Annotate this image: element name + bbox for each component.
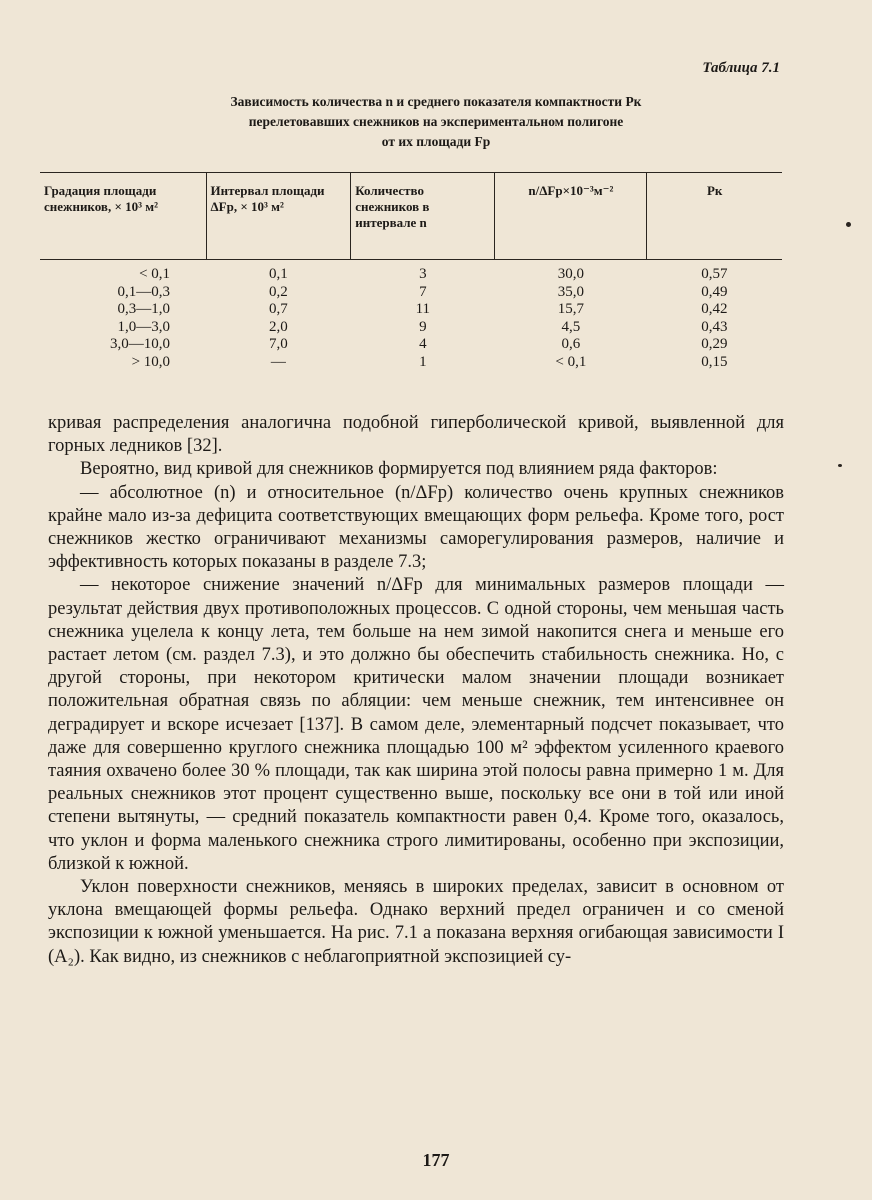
table-row (40, 336, 782, 354)
table-cell: < 0,1 (555, 353, 587, 370)
data-table (40, 172, 782, 371)
paragraph-slope: Уклон поверхности снежников, меняясь в широких пределах, зависит в основном от уклона вмещающей формы рельефа. Однако верхний предел ограничен и со сменой экспозиции к южной уменьшается. На рис. 7.1 а показана верхняя огибающая зависимости I (A₂). Как видно, из снежников с неблагоприятной экспозицией су- (48, 877, 784, 967)
table-row (40, 284, 782, 302)
table-cell: 15,7 (557, 301, 584, 317)
table-row (40, 260, 782, 284)
table-cell: 9 (419, 318, 427, 335)
table-cell: 0,57 (701, 266, 728, 282)
table-cell: 0,43 (701, 318, 728, 335)
header-count: Количество снежников в интервале n (351, 173, 495, 260)
body-text (48, 412, 784, 969)
header-area-gradation: Градация площади снежников, × 10³ м² (40, 173, 206, 260)
table-cell: 0,42 (701, 301, 728, 317)
header-density: n/ΔFp×10⁻³м⁻² (495, 173, 647, 260)
paragraph-factors-intro: Вероятно, вид кривой для снежников формируется под влиянием ряда факторов: (80, 459, 718, 480)
table-row (40, 301, 782, 319)
caption-line-1: Зависимость количества n и среднего показателя компактности Pк (230, 94, 642, 109)
header-area-interval: Интервал площади ΔFp, × 10³ м² (206, 173, 351, 260)
table-cell: 1 (419, 353, 427, 370)
table-cell: 0,2 (269, 283, 288, 300)
print-speck (846, 222, 851, 227)
table-cell: 1,0—3,0 (117, 318, 171, 335)
table-cell: > 10,0 (131, 353, 171, 370)
table-cell: 4 (419, 336, 427, 352)
table-cell: 35,0 (557, 283, 584, 300)
caption-line-3: от их площади Fp (381, 134, 491, 149)
table-cell: 30,0 (557, 266, 584, 282)
table-cell: 7 (419, 283, 427, 300)
table-row (40, 354, 782, 372)
caption-line-2: перелетовавших снежников на экспериментальном полигоне (248, 114, 624, 129)
table-row (40, 319, 782, 337)
paragraph-continuation: кривая распределения аналогична подобной гиперболической кривой, выявленной для горных ледников [32]. (48, 413, 784, 457)
table-cell: 0,1 (269, 266, 288, 282)
page-number: 177 (422, 1150, 450, 1170)
table-label: Таблица 7.1 (702, 60, 780, 76)
table-cell: — (270, 353, 286, 370)
table-caption (60, 92, 812, 152)
table-header-row (40, 173, 782, 260)
table-cell: 11 (415, 301, 431, 317)
table-cell: 3 (419, 266, 427, 282)
header-compactness: Pк (706, 183, 723, 198)
table-cell: 0,49 (701, 283, 728, 300)
table-cell: 2,0 (269, 318, 288, 335)
table-cell: 0,15 (701, 353, 728, 370)
table-cell: 3,0—10,0 (110, 336, 171, 352)
table-cell: < 0,1 (139, 266, 171, 282)
table-cell: 0,6 (561, 336, 581, 352)
table-cell: 7,0 (269, 336, 288, 352)
table-cell: 0,1—0,3 (117, 283, 171, 300)
print-speck (838, 464, 842, 467)
table-cell: 0,7 (269, 301, 288, 317)
table-cell: 4,5 (561, 318, 581, 335)
table-cell: 0,3—1,0 (117, 301, 171, 317)
paragraph-factor-1: — абсолютное (n) и относительное (n/ΔFp) количество очень крупных снежников крайне мало из-за дефицита соответствующих вмещающих форм рельефа. Кроме того, рост снежников жестко ограничивают механизмы саморегулирования размеров, наличие и эффективность которых показаны в разделе 7.3; (48, 482, 784, 573)
paragraph-factor-2: — некоторое снижение значений n/ΔFp для минимальных размеров площади — результат действия двух противоположных процессов. С одной стороны, чем меньшая часть снежника уцелела к концу лета, тем больше на нем зимой накопится снега и меньше его растает летом (см. раздел 7.3), и это должно бы обеспечить стабильность снежника. Но, с другой стороны, при некотором критически малом значении площади возникает положительная обратная связь по абляции: чем меньше снежник, тем интенсивнее он деградирует и вскоре исчезает [137]. В самом деле, элементарный подсчет показывает, что даже для совершенно круглого снежника площадью 100 м² эффектом усиленного краевого таяния охвачено более 30 % площади, так как ширина этой полосы равна примерно 1 м. Для реальных снежников этот процент существенно выше, поскольку все они в той или иной степени вытянуты, — средний показатель компактности равен 0,4. Кроме того, оказалось, что уклон и форма маленького снежника строго лимитированы, особенно при экспозиции, близкой к южной. (48, 575, 784, 874)
table-cell: 0,29 (701, 336, 728, 352)
